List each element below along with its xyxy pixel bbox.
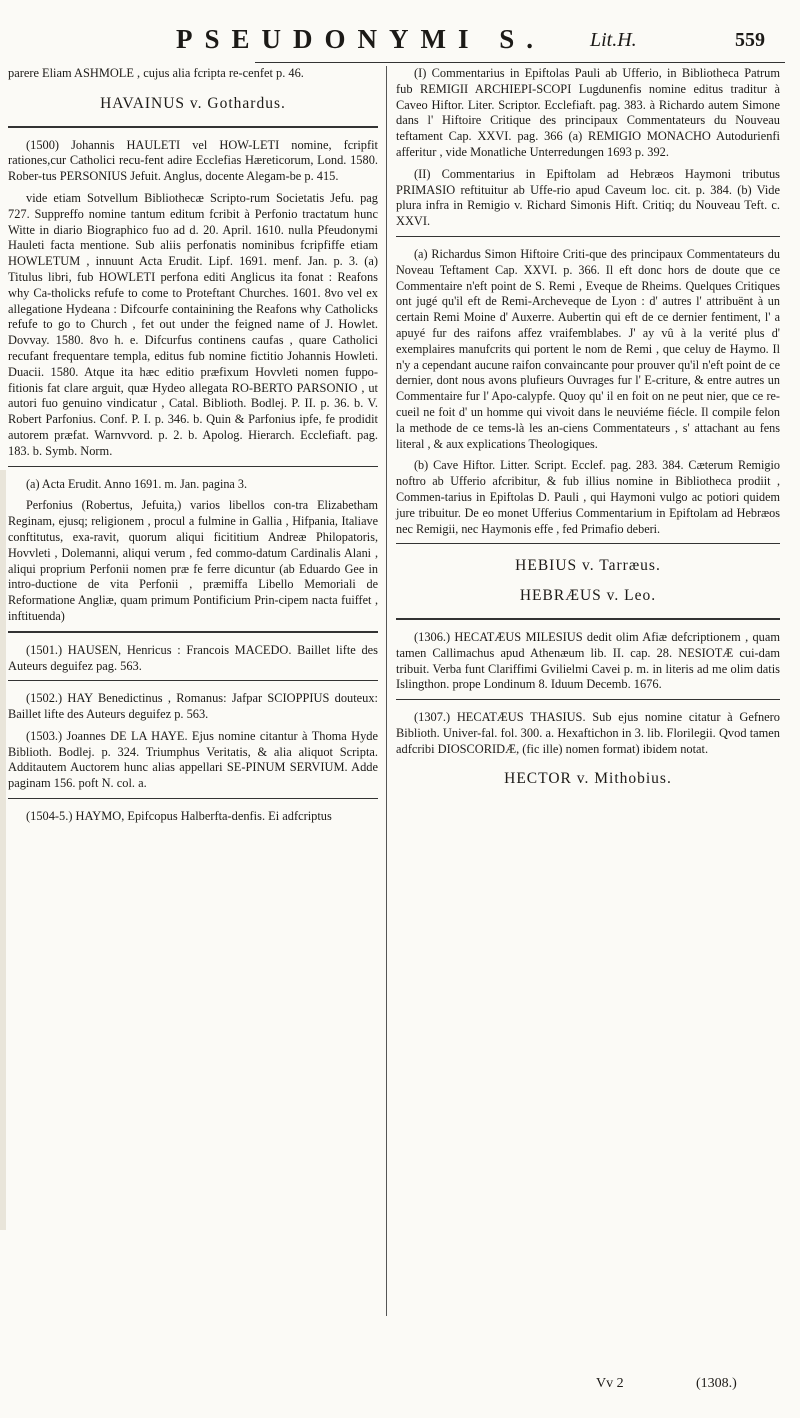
catchword: (1308.) — [696, 1376, 737, 1391]
footnote-text: (b) Cave Hiftor. Litter. Script. Ecclef. pag. 283. 384. Cæterum Remigio noftro ab Ufferio afcribitur, & fub illius nomine in Bibliotheca prodiit , Commen-tarius in Epiftolas D. Pauli , qui Haymoni vulgo ac potiori quidem jure tribuitur. De eo monet Ufferius Commentarium in Epiftolam ad Hebræos nec Remigii, nec Haymonis effe , fed Primafio deberi. — [396, 458, 780, 536]
section-rule — [8, 680, 378, 681]
section-rule — [8, 798, 378, 799]
section-rule — [396, 618, 780, 620]
left-column — [8, 66, 378, 831]
entry-text: vide etiam Sotvellum Bibliothecæ Scripto-rum Societatis Jefu. pag 727. Suppreffo nomine tantum editum fcribit à Perfonio tractatum hunc Witte in diario Biographico fuo ad d. 20. April. 1610. nulla Pfeudonymi Hauleti facta mentione. Sub aliis perfonatis nominibus fcripfiffe etiam HOWLETUM , innuunt Acta Erudit. Lipf. 1691. menf. Jan. p. 3. (a) Titulus libri, fub HOWLETI perfona editi Anglicus ita fonat : Reafons why Ca-tholicks refufe to come to Proteftant Churches. 1601. 8vo vel ex allegatione Hydeana : Difcourfe containining the Reafons why Catholicks refufe to go to Church , fet out under the feigned name of J. Howlet. Dovvay. 1580. 8vo h. e. Difcurfus continens caufas , quare Catholici recufant frequentare templa, editus fub nomine fictitio Johannis Howleti. Duacii. 1580. Atque ita hæc editio præfixum Hovvleti nomen fuppo-fitionis fat clare arguit, quæ Hydeo allegata RO-BERTO PARSONIO , ut autori fuo genuino vindicatur , Catal. Biblioth. Bodlej. P. II. p. 36. b. V. Robert Parfonius. Conf. P. I. p. 346. b. Quin & Parfonius ipfe, fe prodidit autorem præfat. Warnvvord. p. 2. b. Apolog. Hierarch. Ecclefiaft. pag. 183. b. Symb. Norm. — [8, 190, 378, 458]
entry-text: (1502.) HAY Benedictinus , Romanus: Jafpar SCIOPPIUS douteux: Baillet lifte des Auteurs deguifez p. 563. — [8, 691, 378, 722]
page-edge-shadow — [0, 470, 6, 1230]
footnote-rule — [396, 236, 780, 237]
entry-text: parere Eliam ASHMOLE , cujus alia fcripta re-cenfet p. 46. — [8, 66, 304, 80]
signature-mark: Vv 2 — [596, 1376, 624, 1391]
entry-text: (1500) Johannis HAULETI vel HOW-LETI nomine, fcripfit rationes,cur Catholici recu-fent adire Ecclefias Hæreticorum, Lond. 1580. Rober-tus PERSONIUS Jefuit. Anglus, docente Alegam-be p. 415. — [8, 137, 378, 184]
entry-text: (1306.) HECATÆUS MILESIUS dedit olim Afiæ defcriptionem , quam tamen Callimachus apud Athenæum lib. II. cap. 28. NESIOTÆ cui-dam tribuit. Verba funt Clariffimi Gvilielmi Cavei p. m. in literis ad me olim datis Islingthon. prope Londinum 8. Iduum Decemb. 1676. — [396, 629, 780, 692]
entry-text: (1504-5.) HAYMO, Epifcopus Halberfta-denfis. Ei adfcriptus — [26, 809, 332, 824]
page-number: 559 — [735, 29, 765, 51]
entry-text: (1501.) HAUSEN, Henricus : Francois MACEDO. Baillet lifte des Auteurs deguifez pag. 563. — [8, 642, 378, 673]
page-footer — [396, 1376, 780, 1398]
section-rule — [8, 631, 378, 633]
footnote-text: (a) Acta Erudit. Anno 1691. m. Jan. pagina 3. — [26, 476, 248, 491]
header-rule — [255, 62, 785, 63]
entry-heading: HEBRÆUS v. Leo. — [519, 587, 657, 605]
entry-heading: HAVAINUS v. Gothardus. — [100, 94, 286, 112]
column-divider — [386, 66, 387, 1316]
section-label: Lit.H. — [590, 29, 637, 51]
running-title: PSEUDONYMI S. — [176, 24, 546, 54]
entry-text: (I) Commentarius in Epiftolas Pauli ab Ufferio, in Bibliotheca Patrum fub REMIGII ARCHIEPI-SCOPI Lugdunenfis nomine editus traditur à Caveo Hiftor. Liter. Scriptor. Ecclefiaft. pag. 383. à Richardo autem Simone dans l' Hiftoire Critique des principaux Commentateurs du Nouveau teftament Cap. XXVI. pag. 366 (a) REMIGIO MONACHO Autodurienfi afferitur , vide Monatliche Unterredungen 1693 p. 392. — [396, 66, 780, 159]
entry-text: (II) Commentarius in Epiftolam ad Hebræos Haymoni tributus PRIMASIO reftituitur ab Uffe-rio apud Caveum loc. cit. p. 384. (b) Vide plura infra in Remigio v. Richard Simonis Hift. Critiq; du Nouveau Teft. c. XXVI. — [396, 166, 780, 229]
entry-heading: HEBIUS v. Tarræus. — [515, 557, 661, 575]
footnote-rule — [8, 466, 378, 467]
entry-text: (1503.) Joannes DE LA HAYE. Ejus nomine citantur à Thoma Hyde Biblioth. Bodlej. p. 324. Triumphus Veritatis, & alia aliquot Scripta. Additautem Auctorem hunc alias appellari SE-PINUM SERVIUM. Adde paginam 156. poft N. col. a. — [8, 728, 378, 791]
section-rule — [396, 543, 780, 544]
footnote-text: Perfonius (Robertus, Jefuita,) varios libellos con-tra Elizabetham Reginam, ejusq; religionem , procul a fulmine in Gallia , Hifpania, Italiave conftitutus, exa-ravit, quorum aliqui ficititium Andreæ Philopatoris, Hovvleti , Dolemanni, aliqui verum , fed commo-datum Cardinalis Alani , aliqui proprium Perfonii nomen præ fe ferre dicuntur (ab Eduardo Gee in intro-ductione de vita Perfonii , præmiffa Libello Memoriali de Reformatione Angliæ, quam primum Pontificium Prin-cipem nacta fuiffet , inftituenda) — [8, 498, 378, 623]
section-rule — [8, 126, 378, 128]
entry-text: (1307.) HECATÆUS THASIUS. Sub ejus nomine citatur à Gefnero Biblioth. Univer-fal. fol. 300. a. Hexaftichon in 3. lib. Florilegii. Qvod tamen adfcribi DIOSCORIDÆ, (fic ille) nomen format) ibidem notat. — [396, 710, 780, 756]
footnote-text: (a) Richardus Simon Hiftoire Criti-que des principaux Commentateurs du Noveau Teftament Cap. XXVI. p. 366. Il eft donc hors de doute que ce Commentaire n'eft point de S. Remi , Eveque de Rheims. Quelques Critiques ont jugé qu'il eft de Remi-Archeveque de Lyon : d' autres l' attribuënt à un certain Remi Moine d' Auxerre. Aubertin qui eft de ce dernier fentiment, l' a apuyé fur des raifons affez vraifemblabes. J' ay vû à la verité plus d' exemplaires manufcrits qui portent le nom de Remi , que celuy de Haymo. Il n'y a cependant aucune raifon convaincante pour prouver qu'il n'eft point de ce dernier, dont nous avons plufieurs Ouvrages fur l' E-criture, & entre autres un Commentaire fur l' Apo-calypfe. Quoy qu' il en foit on ne peut nier, que ce re-cueil ne foit d' un homme qui vivoit dans le neuviéme fiécle. Il compile felon la methode de ce tems-là les an-ciens Commentateurs , s' attachant au fens literal , & aux explications Theologiques. — [396, 246, 780, 451]
section-rule — [396, 699, 780, 700]
entry-heading: HECTOR v. Mithobius. — [504, 770, 672, 788]
right-column — [396, 66, 780, 801]
